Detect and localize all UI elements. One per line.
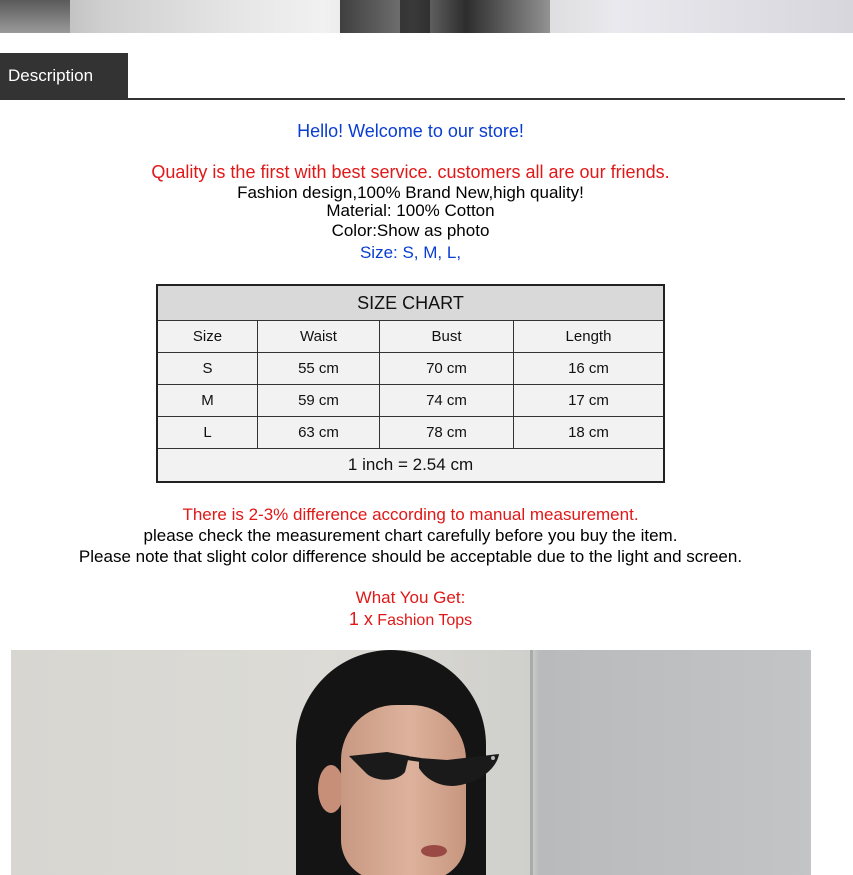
size-chart-header: Bust	[380, 321, 514, 353]
size-chart-cell: 59 cm	[258, 385, 380, 417]
sunglasses-graphic	[347, 750, 502, 792]
size-chart-table	[156, 284, 665, 483]
size-chart-title: SIZE CHART	[157, 285, 664, 321]
what-you-get-item	[0, 609, 821, 630]
greeting-text: Hello! Welcome to our store!	[297, 121, 524, 141]
size-chart-header: Size	[157, 321, 258, 353]
size-chart-cell: 18 cm	[514, 417, 665, 449]
photo-wall-edge	[530, 650, 533, 875]
size-chart-cell: 55 cm	[258, 353, 380, 385]
size-chart-cell: 17 cm	[514, 385, 665, 417]
table-row	[157, 353, 664, 385]
color-note: Please note that slight color difference should be acceptable due to the light and screen.	[78, 547, 743, 566]
tab-description[interactable]: Description	[0, 53, 128, 99]
size-chart-header: Length	[514, 321, 665, 353]
banner-shade	[400, 0, 430, 33]
size-chart-footer: 1 inch = 2.54 cm	[157, 449, 664, 483]
size-chart-cell: L	[157, 417, 258, 449]
size-chart-cell: 16 cm	[514, 353, 665, 385]
size-chart-cell: 74 cm	[380, 385, 514, 417]
size-chart-cell: 63 cm	[258, 417, 380, 449]
check-note: please check the measurement chart carefully before you buy the item.	[143, 526, 678, 545]
top-banner-image	[0, 0, 853, 33]
measurement-note: There is 2-3% difference according to manual measurement.	[182, 505, 639, 524]
product-photo	[11, 650, 811, 875]
photo-lips	[421, 845, 447, 857]
size-chart-header: Waist	[258, 321, 380, 353]
item-name: Fashion Tops	[377, 612, 473, 629]
banner-shade	[340, 0, 550, 33]
size-chart-cell: M	[157, 385, 258, 417]
banner-shade	[0, 0, 70, 33]
size-chart-cell: S	[157, 353, 258, 385]
tab-underline-divider	[0, 98, 845, 100]
table-row	[157, 385, 664, 417]
detail-line: Color:Show as photo	[331, 221, 490, 240]
size-options-text: Size: S, M, L,	[359, 243, 462, 262]
detail-line: Fashion design,100% Brand New,high quality!	[237, 183, 584, 202]
detail-line: Material: 100% Cotton	[326, 201, 495, 220]
quality-text: Quality is the first with best service. customers all are our friends.	[151, 162, 670, 182]
what-you-get-heading: What You Get:	[355, 588, 466, 607]
size-chart-cell: 78 cm	[380, 417, 514, 449]
table-row	[157, 417, 664, 449]
item-count: 1 x	[348, 609, 373, 629]
size-chart-cell: 70 cm	[380, 353, 514, 385]
